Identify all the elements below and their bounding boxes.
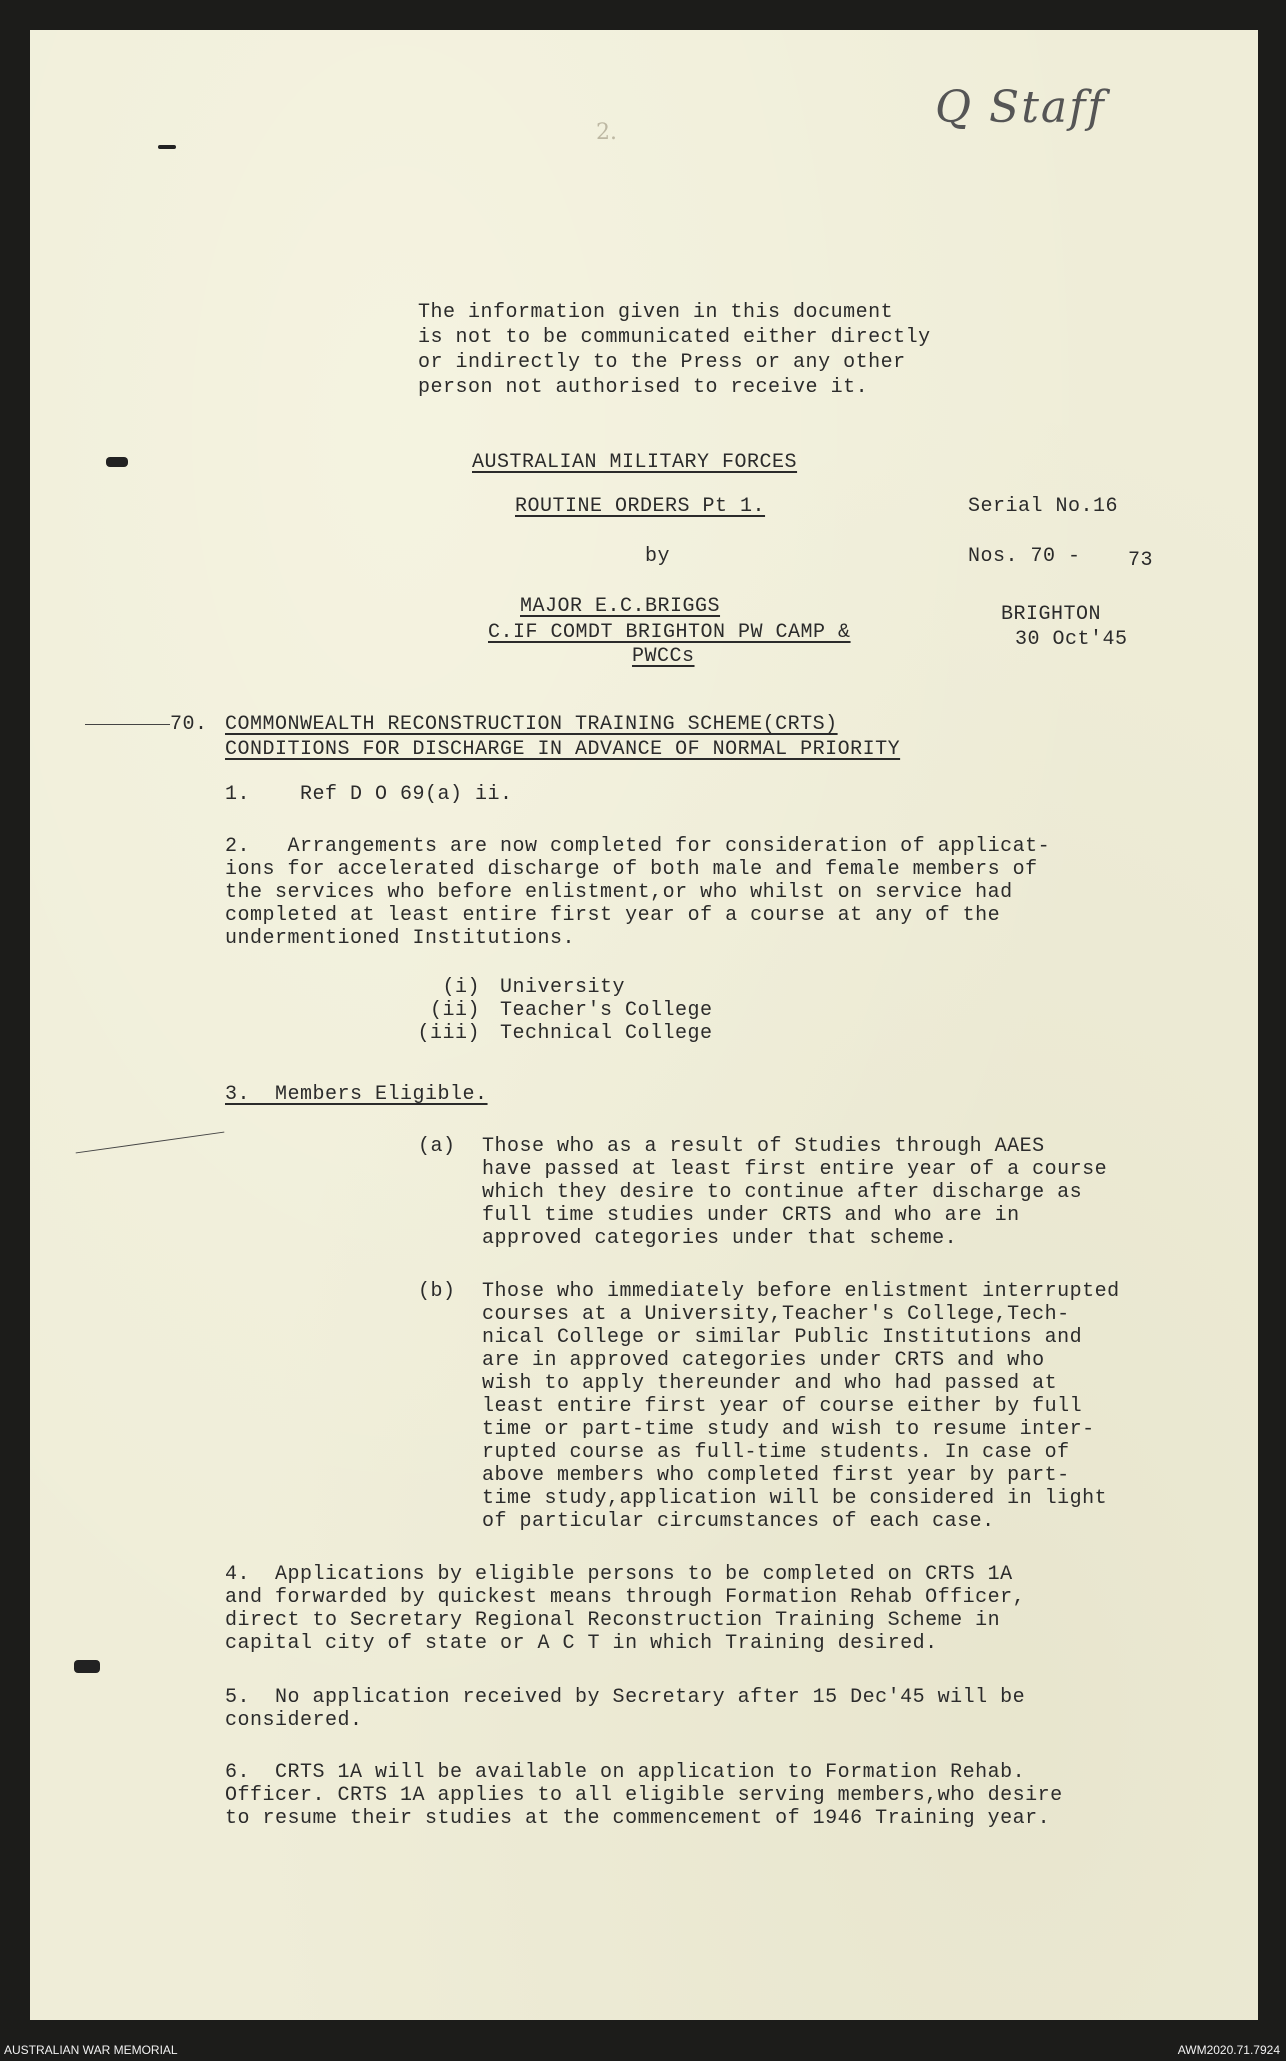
notice-line: person not authorised to receive it.: [418, 376, 869, 399]
item-b-line: nical College or similar Public Institutions and: [482, 1326, 1083, 1349]
margin-line: [76, 1132, 225, 1154]
item-b-line: wish to apply thereunder and who had passed at: [482, 1372, 1058, 1395]
paragraph-6-line: Officer. CRTS 1A applies to all eligible serving members,who desire: [225, 1784, 1063, 1807]
paragraph-6-line: 6. CRTS 1A will be available on application to Formation Rehab.: [225, 1761, 1026, 1784]
paragraph-2-line: the services who before enlistment,or who whilst on service had: [225, 881, 1013, 904]
officer-name: MAJOR E.C.BRIGGS: [520, 595, 721, 618]
item-label: (b): [418, 1280, 456, 1303]
paragraph-4-line: and forwarded by quickest means through Formation Rehab Officer,: [225, 1586, 1026, 1609]
paragraph-2-line: undermentioned Institutions.: [225, 927, 576, 950]
paragraph-5-line: considered.: [225, 1709, 363, 1732]
paragraph-2-line: completed at least entire first year of a course at any of the: [225, 904, 1001, 927]
institution-num: (ii): [429, 999, 480, 1022]
order-title-1: COMMONWEALTH RECONSTRUCTION TRAINING SCHEME(CRTS): [225, 713, 838, 736]
item-label: (a): [418, 1135, 456, 1158]
notice-line: is not to be communicated either directly: [418, 326, 931, 349]
paragraph-2-line: ions for accelerated discharge of both male and female members of: [225, 858, 1038, 881]
document-page: [30, 30, 1258, 2020]
order-number: 70.: [170, 713, 208, 736]
paragraph-4-line: 4. Applications by eligible persons to be completed on CRTS 1A: [225, 1563, 1013, 1586]
item-b-line: Those who immediately before enlistment interrupted: [482, 1280, 1120, 1303]
paragraph-5-line: 5. No application received by Secretary after 15 Dec'45 will be: [225, 1686, 1026, 1709]
notice-line: The information given in this document: [418, 301, 894, 324]
officer-role-2: PWCCs: [632, 645, 695, 668]
paragraph-4-line: direct to Secretary Regional Reconstruction Training Scheme in: [225, 1609, 1001, 1632]
item-b-line: are in approved categories under CRTS and who: [482, 1349, 1045, 1372]
paragraph-3-heading: 3. Members Eligible.: [225, 1083, 488, 1106]
item-b-line: rupted course as full-time students. In case of: [482, 1441, 1070, 1464]
item-b-line: courses at a University,Teacher's College,Tech-: [482, 1303, 1070, 1326]
paragraph-4-line: capital city of state or A C T in which Training desired.: [225, 1632, 938, 1655]
handwritten-note: Q Staff: [935, 82, 1106, 133]
serial-number: Serial No.16: [968, 495, 1119, 518]
ink-mark: [158, 145, 176, 149]
ink-blot: [74, 1660, 100, 1673]
item-b-line: time study,application will be considered in light: [482, 1487, 1108, 1510]
officer-role: C.IF COMDT BRIGHTON PW CAMP &: [488, 621, 851, 644]
place: BRIGHTON: [1001, 603, 1102, 626]
institution-name: Teacher's College: [500, 999, 713, 1022]
margin-line: [85, 724, 170, 725]
item-b-line: above members who completed first year by part-: [482, 1464, 1070, 1487]
page-number: 2.: [596, 120, 617, 145]
item-a-line: which they desire to continue after discharge as: [482, 1181, 1083, 1204]
paragraph-2-line: 2. Arrangements are now completed for consideration of applicat-: [225, 835, 1051, 858]
order-numbers: Nos. 70 -: [968, 545, 1081, 568]
item-a-line: Those who as a result of Studies through AAES: [482, 1135, 1045, 1158]
notice-line: or indirectly to the Press or any other: [418, 351, 906, 374]
item-b-line: time or part-time study and wish to resume inter-: [482, 1418, 1095, 1441]
item-b-line: least entire first year of course either by full: [482, 1395, 1083, 1418]
date: 30 Oct'45: [1015, 628, 1128, 651]
paragraph-6-line: to resume their studies at the commencement of 1946 Training year.: [225, 1807, 1051, 1830]
item-a-line: have passed at least first entire year of a course: [482, 1158, 1108, 1181]
institution-num: (i): [442, 976, 480, 999]
item-a-line: approved categories under that scheme.: [482, 1227, 958, 1250]
org-heading: AUSTRALIAN MILITARY FORCES: [472, 451, 798, 474]
orders-title: ROUTINE ORDERS Pt 1.: [515, 495, 766, 518]
institution-name: University: [500, 976, 626, 999]
paragraph-1: 1. Ref D O 69(a) ii.: [225, 783, 513, 806]
order-title-2: CONDITIONS FOR DISCHARGE IN ADVANCE OF NORMAL PRIORITY: [225, 738, 901, 761]
footer-accession: AWM2020.71.7924: [1177, 2043, 1280, 2057]
ink-blot: [106, 457, 128, 467]
institution-name: Technical College: [500, 1022, 713, 1045]
footer-collection: AUSTRALIAN WAR MEMORIAL: [4, 2043, 178, 2057]
by-label: by: [645, 545, 671, 568]
order-numbers-end: 73: [1128, 549, 1154, 572]
institution-num: (iii): [417, 1022, 480, 1045]
item-a-line: full time studies under CRTS and who are in: [482, 1204, 1020, 1227]
item-b-line: of particular circumstances of each case.: [482, 1510, 995, 1533]
